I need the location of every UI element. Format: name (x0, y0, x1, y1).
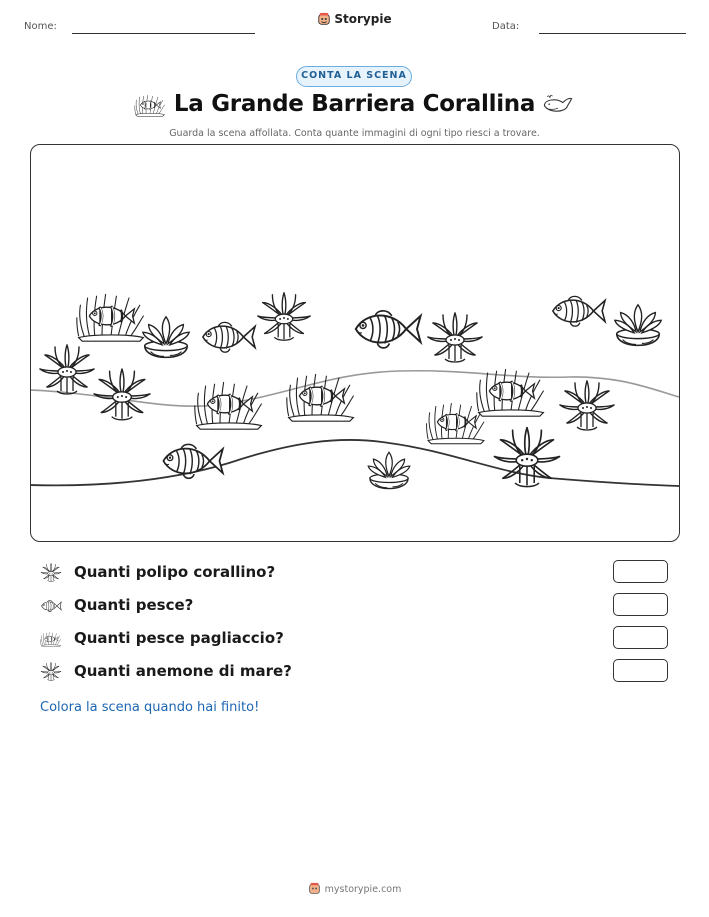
brand (0, 12, 709, 26)
fish (203, 323, 255, 353)
question-text: Quanti pesce? (74, 596, 194, 614)
fish-icon (40, 595, 62, 617)
fish (356, 311, 421, 348)
page-title: La Grande Barriera Corallina (173, 91, 536, 117)
question-text: Quanti anemone di mare? (74, 662, 292, 680)
storypie-logo-icon (317, 12, 331, 26)
clownfish-icon (40, 628, 62, 650)
reef-scene-drawing (30, 144, 679, 541)
coral-polyp (143, 317, 189, 358)
clownfish (287, 375, 354, 422)
whale-icon (542, 94, 574, 116)
sea-anemone (40, 345, 94, 394)
answer-box[interactable] (613, 626, 668, 649)
storypie-logo-icon (308, 882, 321, 895)
date-line[interactable] (539, 33, 686, 34)
coloring-note: Colora la scena quando hai finito! (40, 700, 260, 715)
question-text: Quanti pesce pagliaccio? (74, 629, 284, 647)
question-row (40, 659, 670, 685)
clownfish (195, 383, 262, 430)
coral-polyp-icon (40, 562, 62, 584)
sea-anemone (258, 293, 310, 340)
coral-polyp (369, 453, 411, 489)
sea-anemone (428, 313, 482, 362)
sea-anemone (560, 381, 614, 430)
fish (553, 297, 605, 327)
sea-anemone (95, 370, 151, 421)
sea-anemone (495, 428, 560, 487)
fish (164, 445, 223, 479)
front-seabed-line (30, 440, 679, 486)
footer (0, 882, 709, 895)
scene-badge: CONTA LA SCENA (296, 66, 412, 87)
answer-box[interactable] (613, 560, 668, 583)
answer-box[interactable] (613, 659, 668, 682)
clownfish (77, 295, 144, 342)
brand-name: Storypie (334, 12, 392, 26)
name-label: Nome: (24, 21, 57, 32)
footer-url[interactable]: mystorypie.com (324, 884, 402, 895)
question-row (40, 593, 670, 619)
date-label: Data: (492, 21, 520, 32)
answer-box[interactable] (613, 593, 668, 616)
question-text: Quanti polipo corallino? (74, 563, 276, 581)
clownfish (427, 404, 484, 444)
coral-polyp (615, 305, 661, 346)
question-row (40, 560, 670, 586)
question-row (40, 626, 670, 652)
page-subtitle: Guarda la scena affollata. Conta quante immagini di ogni tipo riesci a trovare. (169, 128, 540, 139)
reef-scene (30, 144, 680, 542)
sea-anemone-icon (40, 661, 62, 683)
name-line[interactable] (72, 33, 255, 34)
